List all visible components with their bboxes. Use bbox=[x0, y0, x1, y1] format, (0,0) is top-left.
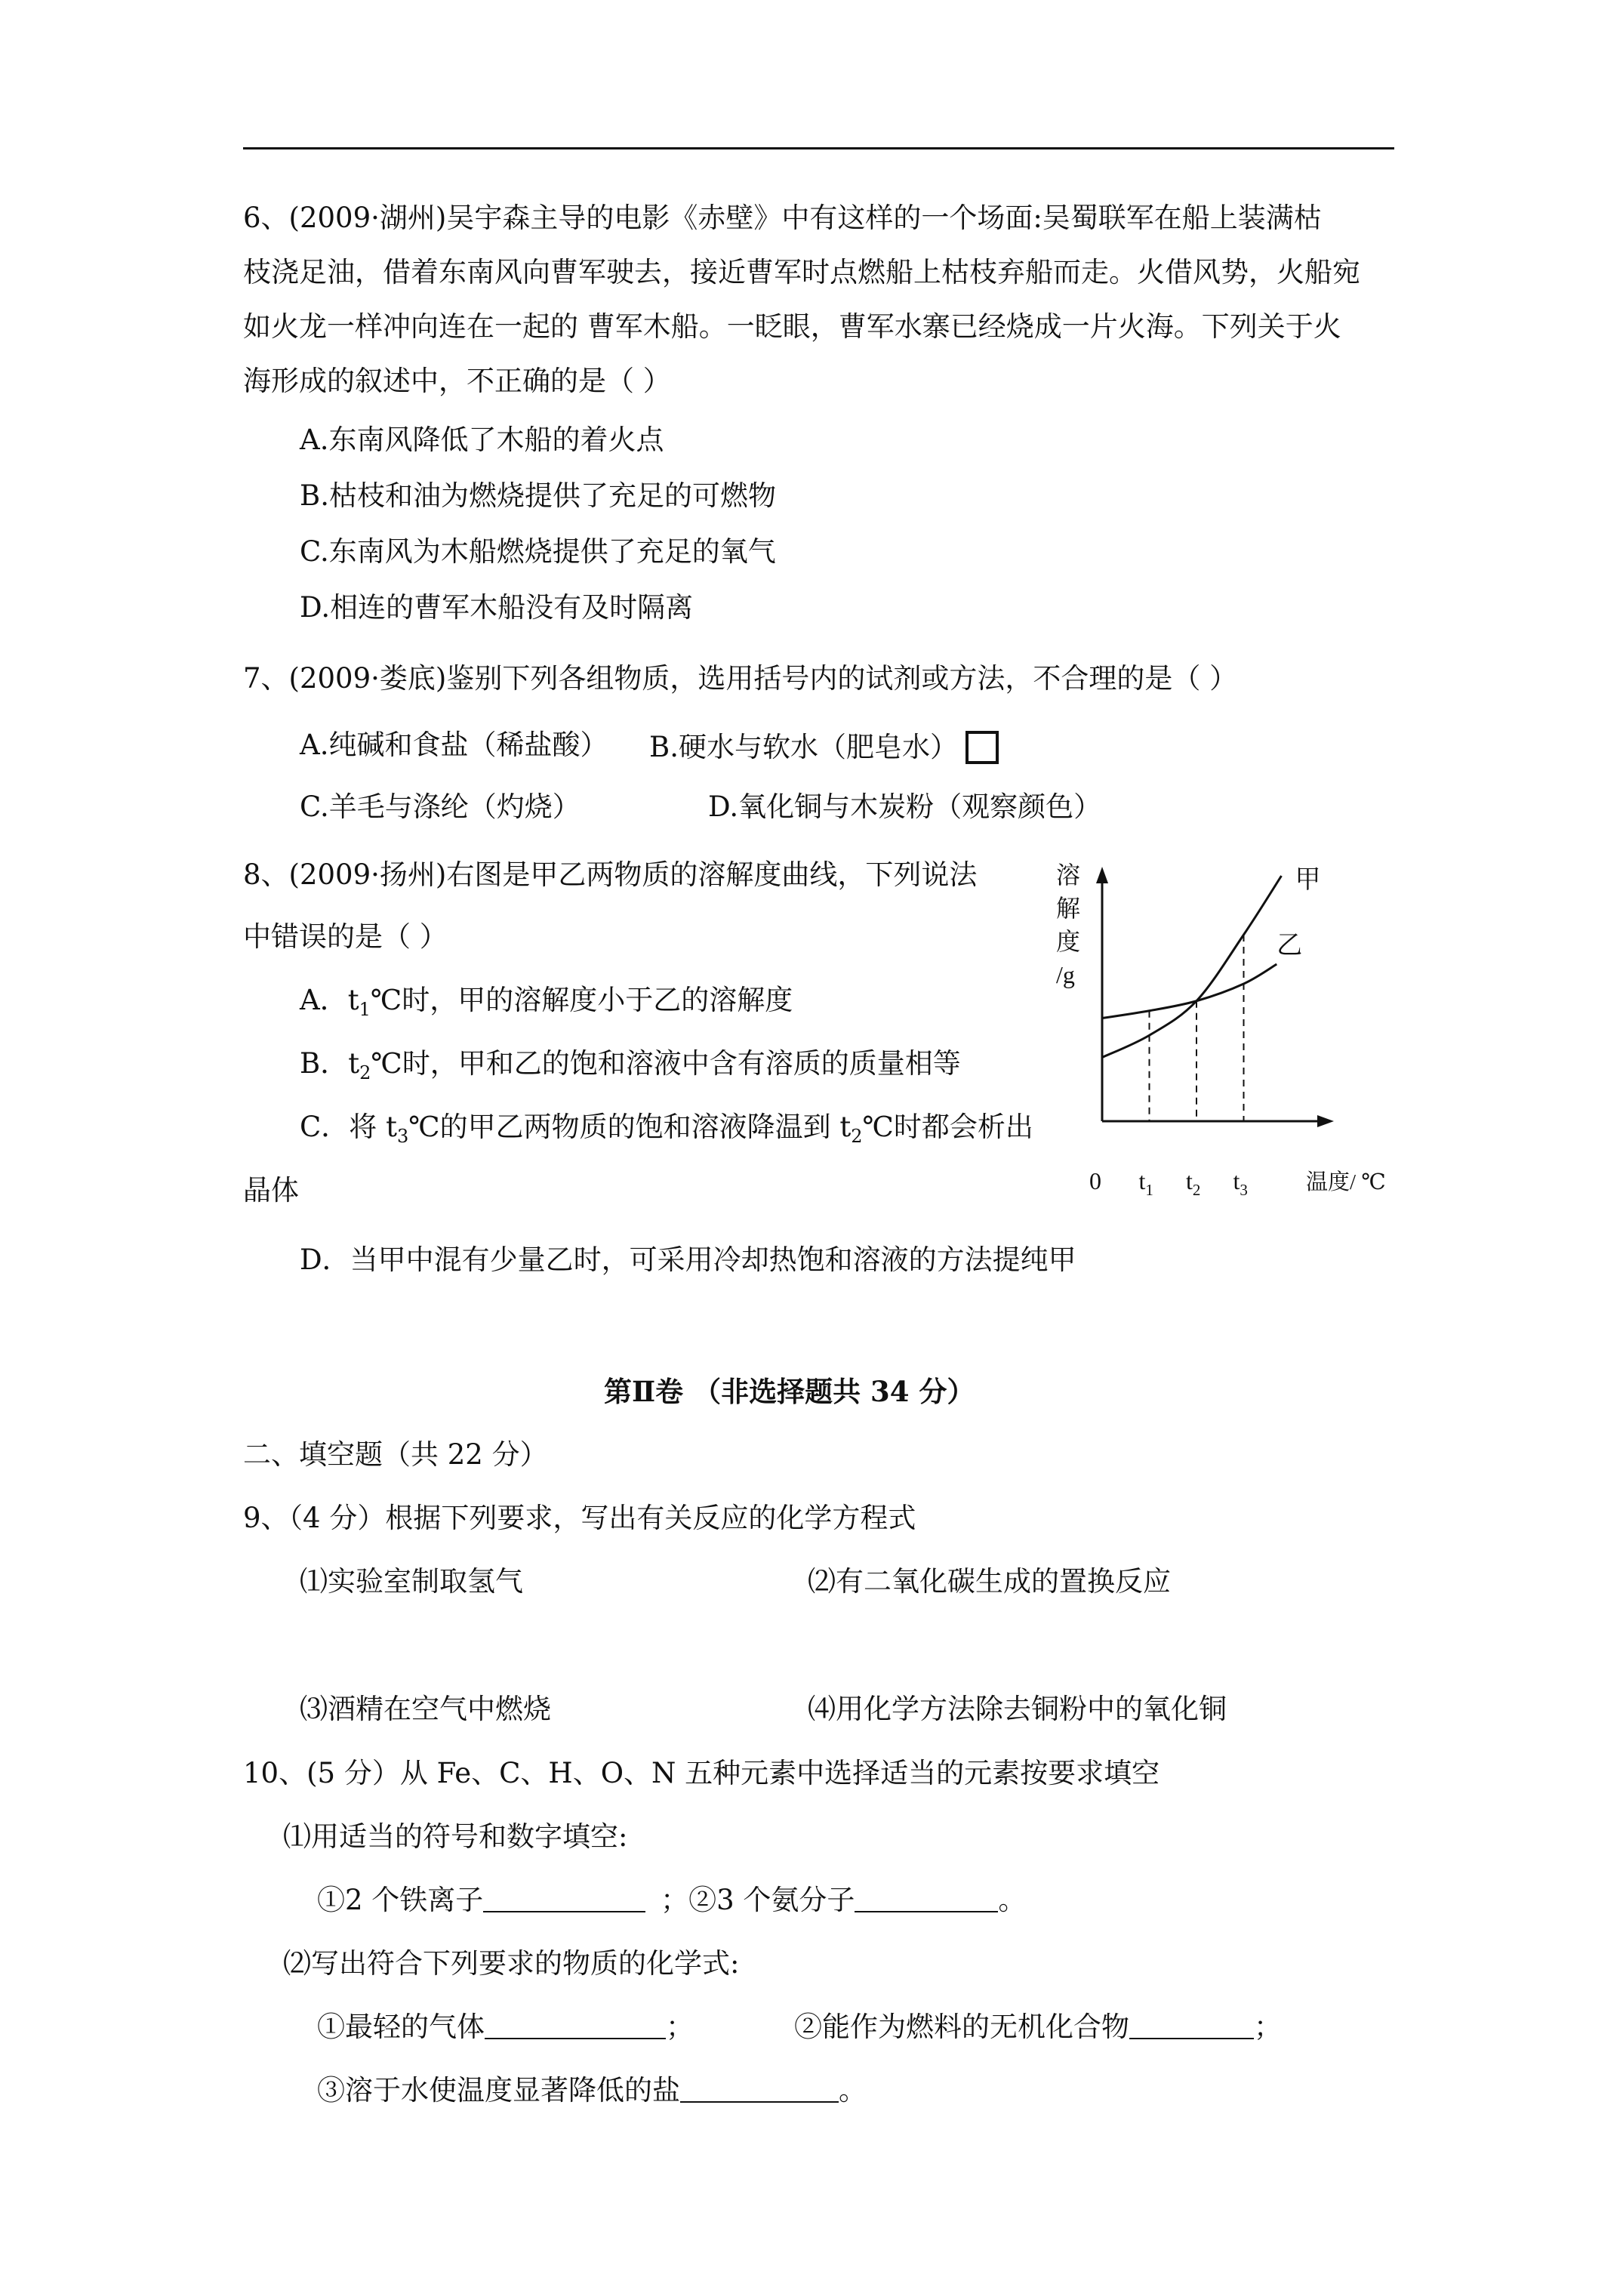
y-label-char: /g bbox=[1056, 961, 1075, 988]
q9-item-1: ⑴实验室制取氢气 bbox=[300, 1565, 523, 1598]
x-tick-label: $t_3$ bbox=[1233, 1167, 1248, 1199]
q7-option-c: C.羊毛与涤纶（灼烧） bbox=[300, 791, 581, 823]
q10-stem: 10、(5 分）从 Fe、C、H、O、N 五种元素中选择适当的元素按要求填空 bbox=[243, 1757, 1160, 1789]
y-label-char: 溶 bbox=[1056, 861, 1081, 889]
y-label-char: 度 bbox=[1056, 928, 1081, 955]
q8-option-d: D．当甲中混有少量乙时，可采用冷却热饱和溶液的方法提纯甲 bbox=[300, 1244, 1076, 1276]
q6-line1: 6、(2009·湖州)吴宇森主导的电影《赤壁》中有这样的一个场面:吴蜀联军在船上装满枯 bbox=[243, 202, 1322, 234]
q8-c-post: ℃时都会析出 bbox=[862, 1111, 1033, 1143]
q9-item-2: ⑵有二氧化碳生成的置换反应 bbox=[808, 1565, 1171, 1598]
q8-option-c bbox=[300, 1113, 1033, 1145]
part-heading: 二、填空题（共 22 分） bbox=[243, 1438, 548, 1471]
q8-c-sub2: 2 bbox=[851, 1126, 863, 1147]
q8-option-b bbox=[300, 1049, 961, 1082]
y-axis-label bbox=[1056, 861, 1080, 988]
q10-2c-label: ③溶于水使温度显著降低的盐 bbox=[317, 2074, 680, 2106]
q10-1b-label: ②3 个氨分子 bbox=[688, 1884, 855, 1916]
section-title: 第Ⅱ卷 （非选择题共 34 分） bbox=[604, 1375, 975, 1408]
q10-1a-label: ①2 个铁离子 bbox=[317, 1884, 484, 1916]
y-label-char: 解 bbox=[1056, 895, 1081, 922]
q7-option-b-text: B.硬水与软水（肥皂水） bbox=[649, 731, 958, 763]
q10-2c-end: 。 bbox=[839, 2074, 867, 2106]
q8-a-pre: A．t bbox=[300, 984, 359, 1016]
answer-blank[interactable] bbox=[680, 2079, 839, 2103]
x-tick-label: $t_2$ bbox=[1186, 1167, 1201, 1199]
answer-box bbox=[965, 731, 999, 764]
q10-2a-end: ； bbox=[666, 2011, 694, 2043]
q6-line2: 枝浇足油，借着东南风向曹军驶去，接近曹军时点燃船上枯枝弃船而走。火借风势，火船宛 bbox=[243, 256, 1360, 288]
q9-item-3: ⑶酒精在空气中燃烧 bbox=[300, 1693, 551, 1725]
curve-jia bbox=[1102, 876, 1282, 1058]
q6-option-b: B.枯枝和油为燃烧提供了充足的可燃物 bbox=[300, 479, 776, 512]
q10-1a-end: ； bbox=[661, 1884, 689, 1916]
curve-labels bbox=[1277, 866, 1320, 960]
solubility-chart bbox=[1053, 861, 1408, 1208]
q10-1b-end: 。 bbox=[998, 1884, 1027, 1916]
q7-stem: 7、(2009·娄底)鉴别下列各组物质，选用括号内的试剂或方法，不合理的是（ ） bbox=[243, 662, 1238, 695]
series-label: 乙 bbox=[1277, 932, 1303, 960]
q10-part-1-line bbox=[317, 1886, 1026, 1914]
chart-axes bbox=[1096, 867, 1334, 1127]
q8-c-mid: ℃的甲乙两物质的饱和溶液降温到 t bbox=[408, 1111, 852, 1143]
y-axis-arrow bbox=[1096, 867, 1108, 883]
q7-option-b bbox=[649, 731, 999, 764]
origin-label: 0 bbox=[1089, 1167, 1101, 1194]
header-rule bbox=[243, 147, 1394, 149]
x-tick-label: $t_1$ bbox=[1138, 1167, 1153, 1199]
q8-a-sub: 1 bbox=[359, 999, 371, 1020]
q8-b-sub: 2 bbox=[359, 1062, 371, 1083]
q8-c-sub1: 3 bbox=[396, 1126, 409, 1147]
q8-option-c-line2: 晶体 bbox=[243, 1174, 299, 1207]
x-axis-label: 温度/ ℃ bbox=[1306, 1170, 1386, 1194]
q10-2a-label: ①最轻的气体 bbox=[317, 2011, 485, 2043]
q10-part-1: ⑴用适当的符号和数字填空: bbox=[283, 1820, 628, 1853]
answer-blank[interactable] bbox=[1129, 2015, 1254, 2039]
answer-blank[interactable] bbox=[855, 1888, 998, 1912]
series-label: 甲 bbox=[1295, 866, 1321, 894]
q8-line2: 中错误的是（ ） bbox=[243, 920, 448, 953]
x-tick-labels bbox=[1139, 1167, 1248, 1199]
q6-line4: 海形成的叙述中，不正确的是（ ） bbox=[243, 365, 671, 397]
q8-line1: 8、(2009·扬州)右图是甲乙两物质的溶解度曲线，下列说法 bbox=[243, 858, 978, 891]
q7-option-d: D.氧化铜与木炭粉（观察颜色） bbox=[708, 791, 1102, 823]
q6-option-c: C.东南风为木船燃烧提供了充足的氧气 bbox=[300, 535, 776, 568]
q8-b-post: ℃时，甲和乙的饱和溶液中含有溶质的质量相等 bbox=[371, 1047, 961, 1080]
q10-2b-end: ； bbox=[1254, 2011, 1282, 2043]
curves bbox=[1102, 876, 1282, 1058]
q9-stem: 9、（4 分）根据下列要求，写出有关反应的化学方程式 bbox=[243, 1502, 916, 1534]
answer-blank[interactable] bbox=[483, 1888, 645, 1912]
q10-part-2-line1 bbox=[317, 2013, 694, 2041]
q8-c-pre: C．将 t bbox=[300, 1111, 397, 1143]
q6-option-d: D.相连的曹军木船没有及时隔离 bbox=[300, 591, 694, 624]
q10-part-2: ⑵写出符合下列要求的物质的化学式: bbox=[283, 1947, 740, 1980]
q8-b-pre: B．t bbox=[300, 1047, 360, 1080]
q6-option-a: A.东南风降低了木船的着火点 bbox=[300, 424, 664, 456]
q8-option-a bbox=[300, 986, 793, 1019]
q8-a-post: ℃时，甲的溶解度小于乙的溶解度 bbox=[370, 984, 793, 1016]
q10-part-2-line1b bbox=[794, 2013, 1282, 2041]
q6-line3: 如火龙一样冲向连在一起的 曹军木船。一眨眼，曹军水寨已经烧成一片火海。下列关于火 bbox=[243, 310, 1341, 343]
curve-yi bbox=[1102, 964, 1277, 1019]
q9-item-4: ⑷用化学方法除去铜粉中的氧化铜 bbox=[808, 1693, 1227, 1725]
x-axis-arrow bbox=[1317, 1115, 1334, 1127]
answer-blank[interactable] bbox=[485, 2015, 666, 2039]
q7-option-a: A.纯碱和食盐（稀盐酸） bbox=[300, 729, 608, 761]
q10-2b-label: ②能作为燃料的无机化合物 bbox=[794, 2011, 1129, 2043]
q10-part-2-line2 bbox=[317, 2076, 867, 2104]
